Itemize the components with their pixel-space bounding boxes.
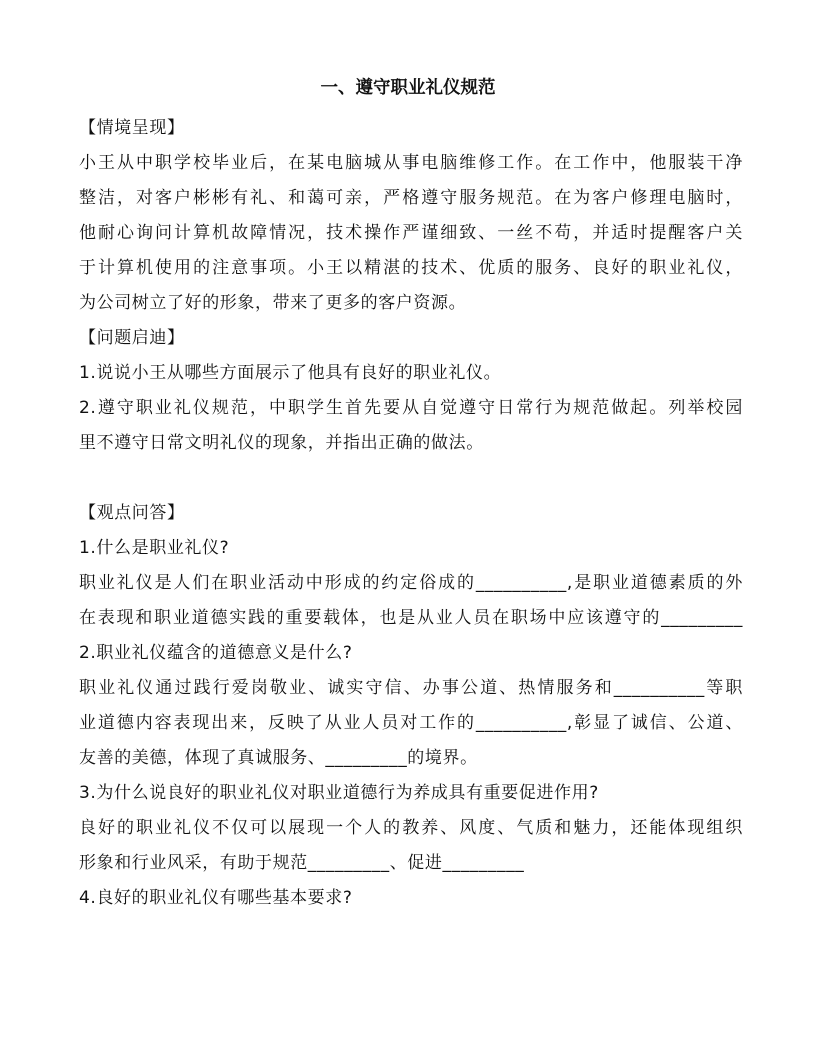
scenario-line: 为公司树立了好的形象，带来了更多的客户资源。	[79, 293, 467, 313]
answer-line: 2.职业礼仪蕴含的道德意义是什么?	[79, 643, 353, 663]
answer-line: 良好的职业礼仪不仅可以展现一个人的教养、风度、气质和魅力，还能体现组织	[79, 818, 743, 838]
question-line: 2.遵守职业礼仪规范，中职学生首先要从自觉遵守日常行为规范做起。列举校园	[79, 398, 743, 418]
scenario-line: 于计算机使用的注意事项。小王以精湛的技术、优质的服务、良好的职业礼仪，	[79, 258, 743, 278]
scenario-line: 整洁，对客户彬彬有礼、和蔼可亲，严格遵守服务规范。在为客户修理电脑时，	[79, 188, 743, 208]
answer-line: 1.什么是职业礼仪?	[79, 538, 230, 558]
answer-line: 形象和行业风采，有助于规范_________、促进_________	[79, 853, 525, 873]
document-body	[79, 111, 743, 916]
page-title: 一、遵守职业礼仪规范	[320, 78, 496, 98]
answer-line: 在表现和职业道德实践的重要载体，也是从业人员在职场中应该遵守的_________	[79, 608, 743, 628]
answer-line: 职业礼仪通过践行爱岗敬业、诚实守信、办事公道、热情服务和__________等职	[79, 678, 743, 698]
answer-line: 3.为什么说良好的职业礼仪对职业道德行为养成具有重要促进作用?	[79, 783, 599, 803]
answer-line: 业道德内容表现出来，反映了从业人员对工作的__________,彰显了诚信、公道、	[79, 713, 743, 733]
question-line: 里不遵守日常文明礼仪的现象，并指出正确的做法。	[79, 433, 484, 453]
answers-heading: 【观点问答】	[79, 503, 185, 523]
answer-line: 4.良好的职业礼仪有哪些基本要求?	[79, 888, 353, 908]
questions-heading: 【问题启迪】	[79, 328, 185, 348]
blank-line	[79, 461, 743, 496]
answer-line: 友善的美德，体现了真诚服务、_________的境界。	[79, 748, 478, 768]
scenario-line: 小王从中职学校毕业后，在某电脑城从事电脑维修工作。在工作中，他服装干净	[79, 153, 743, 173]
scenario-heading: 【情境呈现】	[79, 118, 185, 138]
question-line: 1.说说小王从哪些方面展示了他具有良好的职业礼仪。	[79, 363, 502, 383]
answer-line: 职业礼仪是人们在职业活动中形成的约定俗成的__________,是职业道德素质的外	[79, 573, 743, 593]
scenario-line: 他耐心询问计算机故障情况，技术操作严谨细致、一丝不苟，并适时提醒客户关	[79, 223, 743, 243]
